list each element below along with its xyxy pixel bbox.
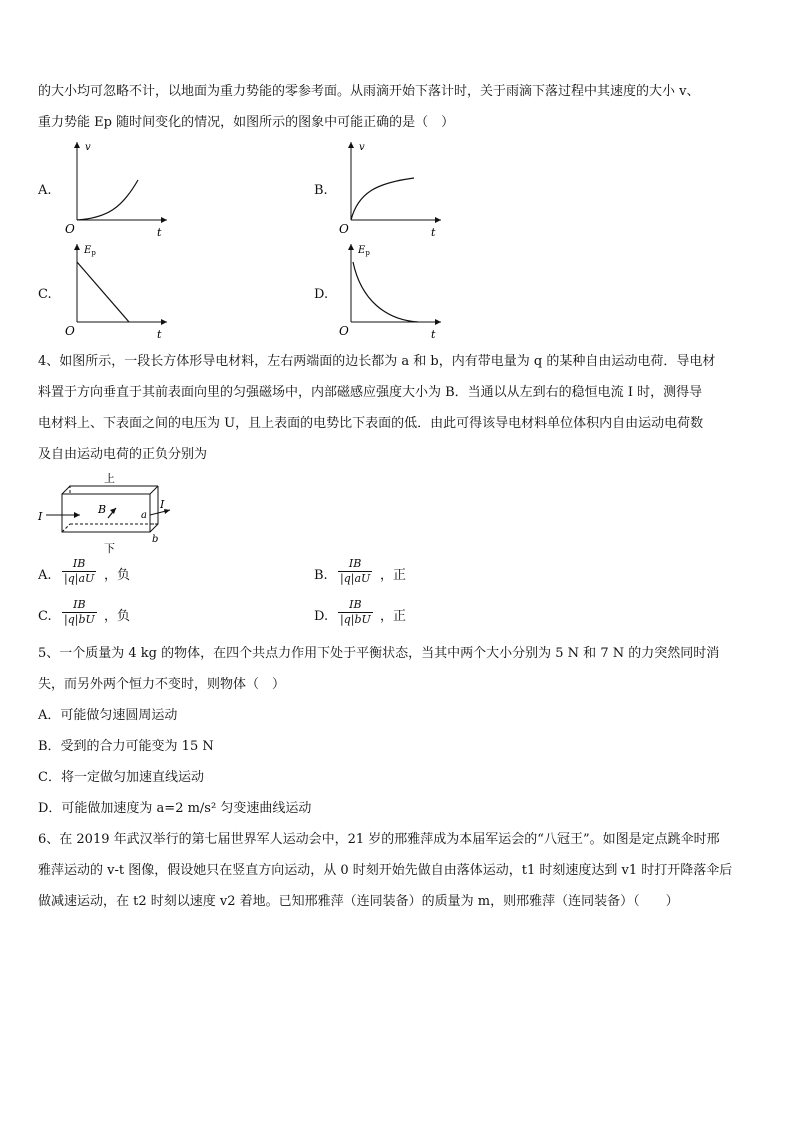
q3-b-yaxis-label: v (359, 142, 365, 153)
q4-option-c-fraction (62, 598, 97, 627)
q4-option-c-label: C. (38, 609, 52, 624)
q3-b-origin: O (339, 222, 349, 236)
q5-text-line2: 失，而另外两个恒力不变时，则物体（ ） (38, 677, 286, 692)
q4-option-b-sign: ，正 (380, 568, 407, 583)
q3-d-origin: O (339, 324, 349, 338)
q4-field-label: B (98, 503, 107, 516)
q3-option-d-label: D. (314, 287, 329, 302)
q4-current-right-label: I (160, 498, 165, 511)
q4-text-line4: 及自由运动电荷的正负分别为 (38, 447, 208, 462)
q3-graph-b (336, 138, 446, 238)
q5-option-c: C．将一定做匀加速直线运动 (38, 770, 204, 785)
q3-a-xaxis-label: t (157, 226, 162, 238)
q4-text-line1: 4、如图所示，一段长方体形导电材料，左右两端面的边长都为 a 和 b，内有带电量为 q 的某种自由运动电荷．导电材 (38, 354, 716, 369)
q3-c-origin: O (65, 324, 75, 338)
q4-option-a-numerator: IB (62, 557, 96, 572)
q4-current-left-label: I (38, 510, 43, 523)
q3-c-xaxis-label: t (157, 328, 162, 340)
q4-option-d-fraction (338, 598, 373, 627)
q4-option-d-numerator: IB (338, 598, 373, 613)
q4-option-b-denominator: |q|aU (340, 572, 371, 585)
q6-text-line2: 雅萍运动的 v-t 图像，假设她只在竖直方向运动，从 0 时刻开始先做自由落体运动，t1 时刻速度达到 v1 时打开降落伞后 (38, 863, 733, 878)
q5-option-d: D．可能做加速度为 a=2 m/s² 匀变速曲线运动 (38, 801, 312, 816)
q4-top-label: 上 (104, 472, 115, 485)
q4-option-a-label: A. (38, 568, 52, 583)
q4-text-line3: 电材料上、下表面之间的电压为 U，且上表面的电势比下表面的低．由此可得该导电材料单位体积内自由运动电荷数 (38, 416, 704, 431)
q4-option-b-fraction (338, 557, 372, 586)
q3-a-origin: O (65, 222, 75, 236)
q3-d-yaxis-label: $E_p$ (358, 245, 370, 257)
q3-option-c-label: C. (38, 287, 52, 302)
q5-option-a: A．可能做匀速圆周运动 (38, 708, 178, 723)
q4-option-c-numerator: IB (62, 598, 97, 613)
q4-bottom-label: 下 (104, 542, 115, 555)
q3-graph-d (336, 240, 446, 340)
q4-conductor-figure (36, 470, 176, 555)
q4-option-d-sign: ，正 (380, 609, 407, 624)
q5-text-line1: 5、一个质量为 4 kg 的物体，在四个共点力作用下处于平衡状态，当其中两个大小分别为 5 N 和 7 N 的力突然同时消 (38, 646, 720, 661)
q4-option-a-denominator: |q|aU (64, 572, 95, 585)
q4-option-b-numerator: IB (338, 557, 372, 572)
q4-edge-a-label: a (141, 510, 147, 521)
q6-text-line1: 6、在 2019 年武汉举行的第七届世界军人运动会中，21 岁的邢雅萍成为本届军运会的“八冠王”。如图是定点跳伞时邢 (38, 832, 720, 847)
q4-option-b-label: B. (314, 568, 328, 583)
q4-option-c-sign: ，负 (104, 609, 131, 624)
q3-option-a-label: A. (38, 183, 52, 198)
q3-a-yaxis-label: v (85, 142, 91, 153)
q3-d-xaxis-label: t (431, 328, 436, 340)
q6-text-line3: 做减速运动，在 t2 时刻以速度 v2 着地。已知邢雅萍（连同装备）的质量为 m，则邢雅萍（连同装备）（ ） (38, 894, 679, 909)
q4-option-a-fraction (62, 557, 96, 586)
q4-option-d-denominator: |q|bU (340, 613, 371, 626)
q4-option-a-sign: ，负 (104, 568, 131, 583)
q3-b-xaxis-label: t (431, 226, 436, 238)
q3-text-line1: 的大小均可忽略不计，以地面为重力势能的零参考面。从雨滴开始下落计时，关于雨滴下落过程中其速度的大小 v、 (38, 84, 700, 99)
q3-text-line2: 重力势能 Ep 随时间变化的情况，如图所示的图象中可能正确的是（ ） (38, 115, 455, 130)
q3-c-yaxis-label: $E_p$ (84, 245, 96, 257)
q4-text-line2: 料置于方向垂直于其前表面向里的匀强磁场中，内部磁感应强度大小为 B．当通以从左到右的稳恒电流 I 时，测得导 (38, 385, 703, 400)
q3-graph-a (62, 138, 172, 238)
q4-option-d-label: D. (314, 609, 329, 624)
q4-option-c-denominator: |q|bU (64, 613, 95, 626)
q3-graph-c (62, 240, 172, 340)
q3-option-b-label: B. (314, 183, 328, 198)
q5-option-b: B．受到的合力可能变为 15 N (38, 739, 214, 754)
q4-edge-b-label: b (152, 534, 159, 545)
